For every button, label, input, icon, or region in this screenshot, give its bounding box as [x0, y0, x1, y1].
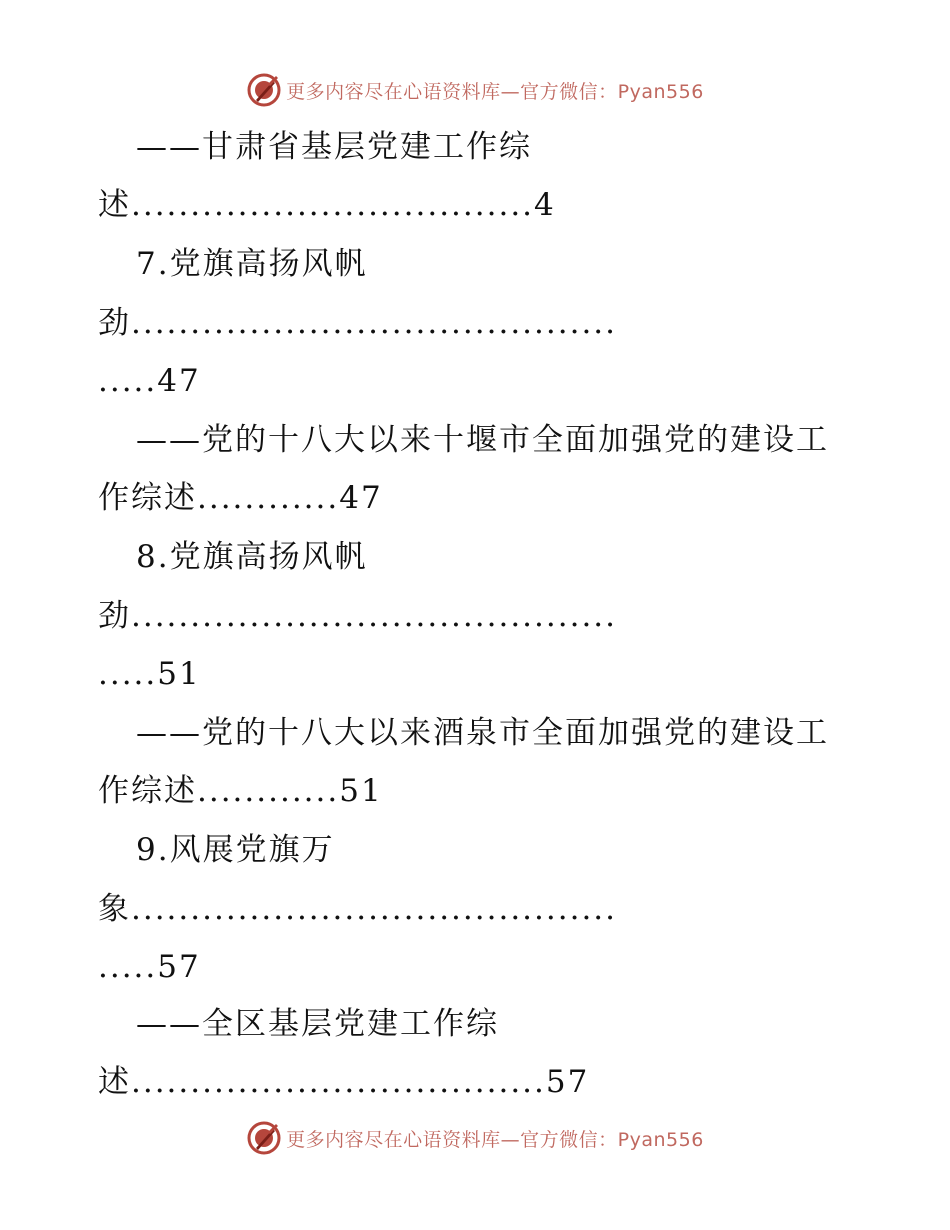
- toc-line: 述..................................4: [98, 187, 556, 223]
- toc-line: 述...................................57: [98, 1064, 590, 1100]
- toc-line: ——甘肃省基层党建工作综: [136, 129, 532, 165]
- toc-line: 劲.........................................: [98, 598, 618, 634]
- toc-line: 象.........................................: [98, 891, 618, 927]
- quill-seal-icon: [246, 1120, 282, 1156]
- toc-line: ——全区基层党建工作综: [136, 1006, 499, 1042]
- quill-seal-icon: [246, 72, 282, 108]
- toc-line: 劲.........................................: [98, 305, 618, 341]
- toc-line: 9.风展党旗万: [136, 832, 335, 868]
- toc-line: .....47: [98, 363, 201, 399]
- toc-line: 7.党旗高扬风帆: [136, 246, 368, 282]
- watermark-footer: [0, 1118, 950, 1158]
- watermark-text: 更多内容尽在心语资料库—官方微信：Pyan556: [286, 80, 704, 103]
- watermark-text: 更多内容尽在心语资料库—官方微信：Pyan556: [286, 1128, 704, 1151]
- toc-line: ——党的十八大以来十堰市全面加强党的建设工: [136, 422, 829, 458]
- toc-line: 作综述............47: [98, 480, 383, 516]
- toc-line: .....57: [98, 949, 201, 985]
- toc-line: 8.党旗高扬风帆: [136, 539, 368, 575]
- toc-line: ——党的十八大以来酒泉市全面加强党的建设工: [136, 715, 829, 751]
- toc-line: .....51: [98, 656, 201, 692]
- watermark-header: [0, 70, 950, 110]
- toc-line: 作综述............51: [98, 773, 383, 809]
